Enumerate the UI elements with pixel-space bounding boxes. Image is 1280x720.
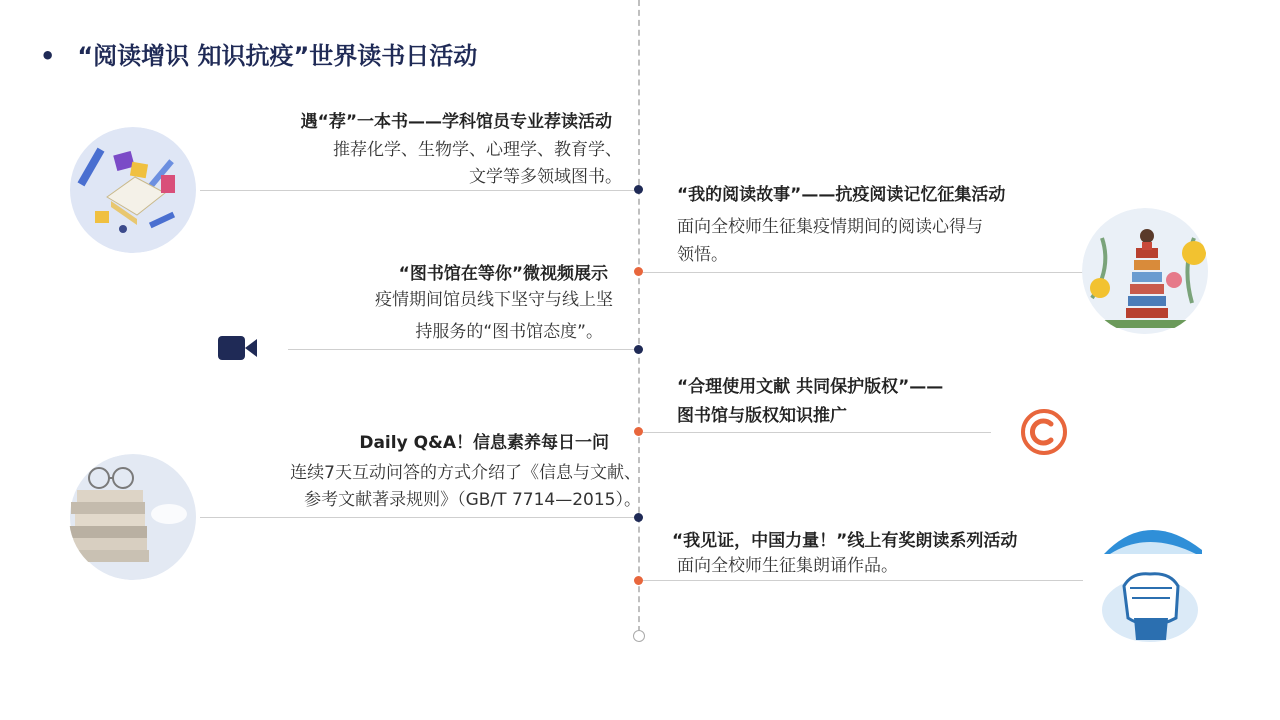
timeline-spine (638, 0, 640, 632)
activity-2-heading: “我的阅读故事”——抗疫阅读记忆征集活动 (677, 185, 1006, 205)
flowers-books-illustration-icon (1082, 208, 1209, 335)
video-camera-icon (218, 336, 258, 360)
activity-6-heading: “我见证，中国力量！”线上有奖朗读系列活动 (672, 531, 1018, 551)
title-text: “阅读增识 知识抗疫”世界读书日活动 (77, 42, 478, 70)
rule-3 (288, 349, 634, 350)
activity-5-desc-line-2: 参考文献著录规则》（GB/T 7714—2015）。 (304, 490, 641, 510)
books-desk-illustration-icon (69, 127, 197, 253)
rule-4 (643, 432, 991, 433)
timeline-dot-4 (634, 427, 643, 436)
activity-2-desc-line-2: 领悟。 (677, 245, 728, 265)
activity-4-heading-line-1: “合理使用文献 共同保护版权”—— (677, 377, 944, 397)
raised-fist-illustration-icon (1098, 514, 1206, 644)
page-title (40, 36, 477, 71)
activity-3-desc-line-2: 持服务的“图书馆态度”。 (415, 322, 603, 342)
activity-6-desc-line-1: 面向全校师生征集朗诵作品。 (677, 556, 898, 576)
timeline-end-ring (633, 630, 645, 642)
activity-5-desc-line-1: 连续7天互动问答的方式介绍了《信息与文献、 (290, 463, 641, 483)
timeline-dot-1 (634, 185, 643, 194)
activity-3-desc-line-1: 疫情期间馆员线下坚守与线上坚 (375, 290, 613, 310)
copyright-icon (1020, 408, 1068, 456)
activity-1-heading: 遇“荐”一本书——学科馆员专业荐读活动 (300, 112, 612, 132)
book-stack-glasses-icon (69, 454, 197, 580)
activity-2-desc-line-1: 面向全校师生征集疫情期间的阅读心得与 (677, 217, 983, 237)
title-bullet: • (40, 42, 56, 70)
rule-6 (643, 580, 1083, 581)
timeline-dot-2 (634, 267, 643, 276)
rule-2 (643, 272, 1083, 273)
activity-5-heading: Daily Q&A！信息素养每日一问 (359, 433, 609, 453)
rule-5 (200, 517, 634, 518)
timeline-dot-5 (634, 513, 643, 522)
activity-1-desc-line-1: 推荐化学、生物学、心理学、教育学、 (333, 140, 622, 160)
activity-4-heading-line-2: 图书馆与版权知识推广 (677, 406, 847, 426)
activity-1-desc-line-2: 文学等多领域图书。 (469, 167, 622, 187)
timeline-dot-6 (634, 576, 643, 585)
activity-3-heading: “图书馆在等你”微视频展示 (398, 264, 608, 284)
timeline-dot-3 (634, 345, 643, 354)
